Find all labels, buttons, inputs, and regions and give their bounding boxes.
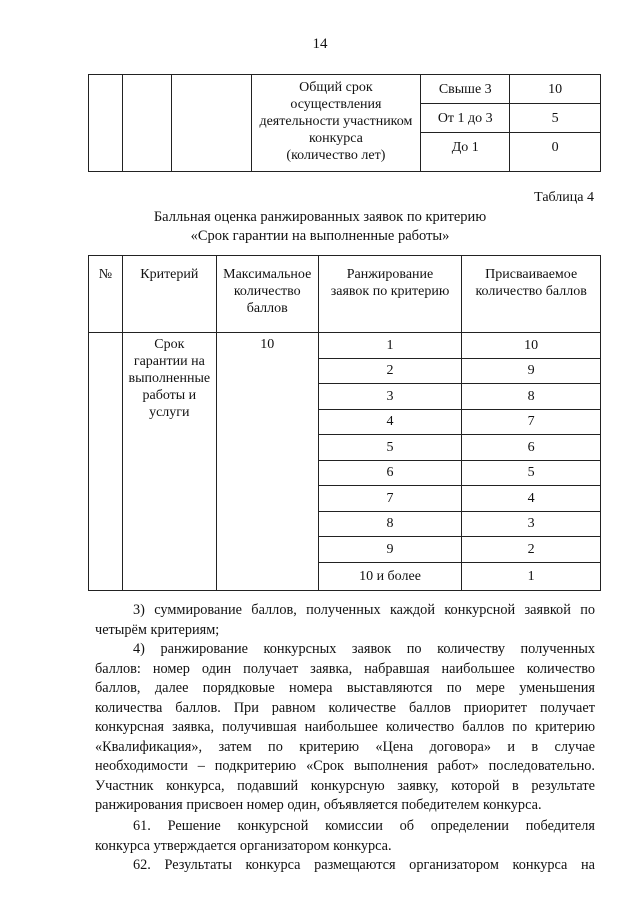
criterion-cell: [122, 75, 171, 172]
header-num: №: [89, 256, 123, 333]
header-assigned-points: Присваиваемое количество баллов: [462, 256, 601, 333]
subcriterion-cell: Общий срок осуществления деятельности участником конкурса (количество лет): [251, 75, 421, 172]
paragraph-62: 62. Результаты конкурса размещаются организатором конкурса на: [133, 857, 595, 873]
rank-cell: 8: [318, 511, 462, 537]
header-criterion: Критерий: [122, 256, 216, 333]
score-cell: 7: [462, 409, 601, 435]
header-row: [89, 256, 601, 333]
max-points-cell: 10: [216, 333, 318, 591]
rank-cell: 5: [318, 435, 462, 461]
header-ranking: Ранжирование заявок по критерию: [318, 256, 462, 333]
score-cell: 6: [462, 435, 601, 461]
range-cell: От 1 до 3: [421, 104, 510, 133]
num-cell: [89, 333, 123, 591]
score-cell: 10: [462, 333, 601, 359]
rank-cell: 3: [318, 384, 462, 410]
points-cell: 5: [510, 104, 601, 133]
rank-cell: 4: [318, 409, 462, 435]
table-row: [89, 333, 601, 359]
criteria-table-continuation: [88, 74, 601, 172]
range-cell: До 1: [421, 133, 510, 172]
paragraph-61: 61. Решение конкурсной комиссии об определении победителя конкурса утверждается организатором конкурса.: [95, 818, 595, 854]
criterion-cell: Срок гарантии на выполненные работы и услуги: [122, 333, 216, 591]
num-cell: [89, 75, 123, 172]
table-caption: Таблица 4: [534, 190, 594, 205]
rank-cell: 7: [318, 486, 462, 512]
rank-cell: 1: [318, 333, 462, 359]
header-max-points: Максимальное количество баллов: [216, 256, 318, 333]
table-title: Балльная оценка ранжированных заявок по критерию «Срок гарантии на выполненные работы»: [153, 209, 487, 244]
points-cell: 0: [510, 133, 601, 172]
score-cell: 2: [462, 537, 601, 563]
score-cell: 1: [462, 562, 601, 590]
score-cell: 8: [462, 384, 601, 410]
score-cell: 5: [462, 460, 601, 486]
range-cell: Свыше 3: [421, 75, 510, 104]
score-cell: 9: [462, 358, 601, 384]
max-points-cell: [171, 75, 251, 172]
table-row: [89, 75, 601, 104]
points-cell: 10: [510, 75, 601, 104]
rank-cell: 6: [318, 460, 462, 486]
rank-cell: 10 и более: [318, 562, 462, 590]
rank-cell: 2: [318, 358, 462, 384]
scoring-table: [88, 255, 601, 591]
score-cell: 4: [462, 486, 601, 512]
score-cell: 3: [462, 511, 601, 537]
paragraph-3: 3) суммирование баллов, полученных каждой конкурсной заявкой по четырём критериям;: [95, 602, 595, 638]
paragraph-4: 4) ранжирование конкурсных заявок по количеству полученных баллов: номер один получает заявка, набравшая наибольшее количество баллов, далее порядковые номера выставляются по мере уменьшения количества баллов. При равном количестве баллов приоритет получает конкурсная заявка, получившая наибольшее количество баллов по критерию «Квалификация», затем по критерию «Цена договора» и в случае необходимости – подкритерию «Срок выполнения работ» последовательно. Участник конкурса, подавший конкурсную заявку, которой в результате ранжирования присвоен номер один, объявляется победителем конкурса.: [95, 641, 595, 813]
page-number: 14: [312, 36, 328, 52]
rank-cell: 9: [318, 537, 462, 563]
